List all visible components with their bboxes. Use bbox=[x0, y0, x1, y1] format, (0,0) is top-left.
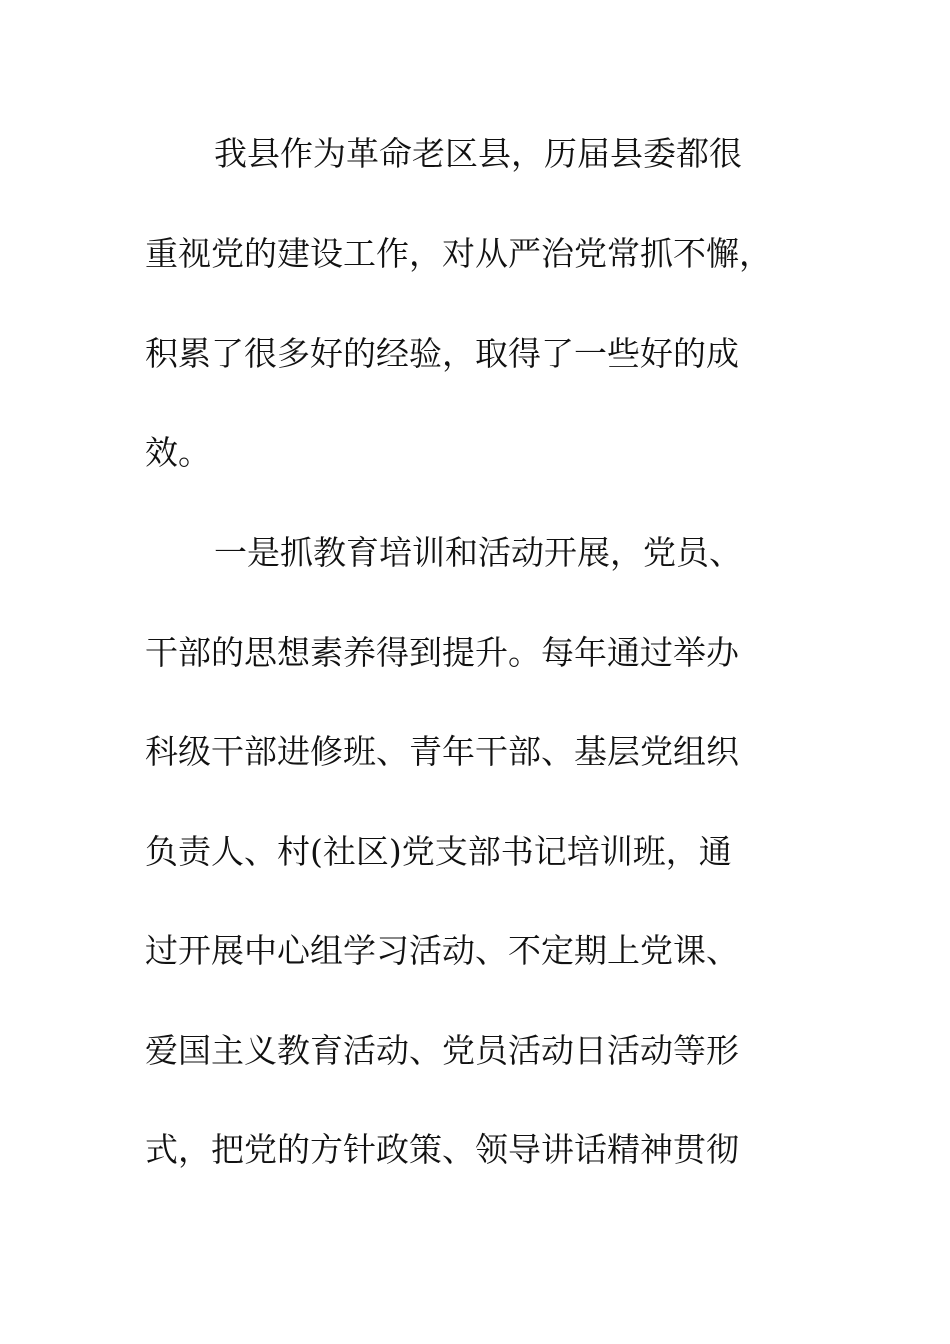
paragraph-1-line-3: 积累了很多好的经验，取得了一些好的成 bbox=[145, 334, 739, 373]
paragraph-2-line-1: 一是抓教育培训和活动开展，党员、 bbox=[214, 533, 742, 572]
paragraph-1-line-2: 重视党的建设工作，对从严治党常抓不懈， bbox=[145, 234, 772, 273]
paragraph-2-line-5: 过开展中心组学习活动、不定期上党课、 bbox=[145, 931, 739, 970]
paragraph-2-line-6: 爱国主义教育活动、党员活动日活动等形 bbox=[145, 1031, 739, 1070]
paragraph-2-line-2: 干部的思想素养得到提升。每年通过举办 bbox=[145, 633, 739, 672]
paragraph-2-line-7: 式，把党的方针政策、领导讲话精神贯彻 bbox=[145, 1130, 739, 1169]
paragraph-1-line-4: 效。 bbox=[145, 433, 211, 472]
paragraph-2-line-4: 负责人、村(社区)党支部书记培训班，通 bbox=[145, 832, 732, 871]
paragraph-2-line-3: 科级干部进修班、青年干部、基层党组织 bbox=[145, 732, 739, 771]
paragraph-1-line-1: 我县作为革命老区县，历届县委都很 bbox=[214, 134, 742, 173]
